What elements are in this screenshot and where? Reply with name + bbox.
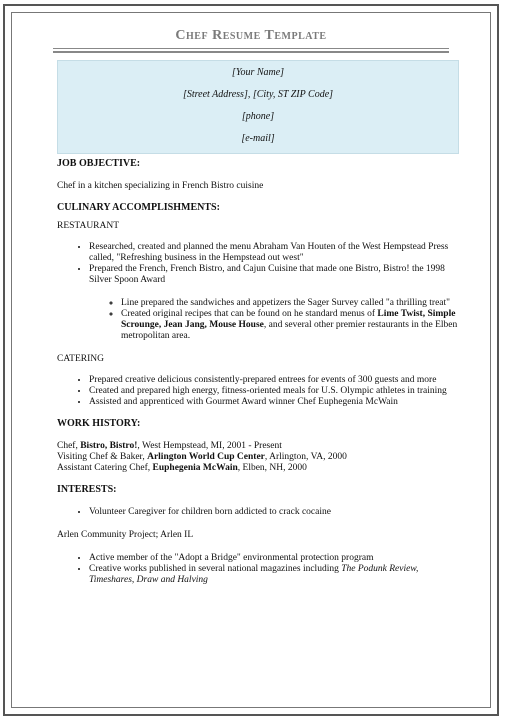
italic-segment: The Podunk Review, Timeshares, Draw and Halving — [89, 564, 419, 585]
list-item — [89, 564, 463, 586]
bold-segment: Arlington World Cup Center — [147, 452, 265, 462]
email-field[interactable]: [e-mail] — [241, 133, 275, 144]
text-segment: Visiting Chef & Baker, — [57, 452, 148, 462]
restaurant-list — [57, 242, 463, 286]
list-item: • Volunteer Caregiver for children born addicted to crack cocaine — [89, 507, 463, 518]
list-item — [121, 309, 463, 342]
objective-heading: JOB OBJECTIVE: — [57, 158, 141, 169]
phone-field[interactable]: [phone] — [241, 111, 275, 122]
community-text: Arlen Community Project; Arlen IL — [57, 530, 194, 540]
list-item: ◦ Line prepared the sandwiches and appetizers the Sager Survey called "a thrilling treat" — [121, 298, 463, 309]
title-divider — [53, 48, 449, 49]
list-item: • Prepared creative delicious consistently-prepared entrees for events of 300 guests and more — [89, 375, 463, 386]
work-history-line — [57, 452, 463, 463]
accomplishments-heading: CULINARY ACCOMPLISHMENTS: — [57, 202, 220, 213]
text-segment: , West Hempstead, MI, 2001 - Present — [137, 441, 282, 451]
list-item: • Assisted and apprenticed with Gourmet Award winner Chef Euphegenia McWain — [89, 397, 463, 408]
name-field[interactable]: [Your Name] — [231, 67, 285, 78]
catering-list — [57, 375, 463, 408]
bold-segment: Lime Twist, Simple Scrounge, Jean Jang, Mouse House — [121, 309, 456, 330]
text-segment: , Arlington, VA, 2000 — [264, 452, 347, 462]
list-item: • Created and prepared high energy, fitness-oriented meals for U.S. Olympic athletes in training — [89, 386, 463, 397]
text-segment: , and several other premier restaurants in the Elben metropolitan area. — [121, 320, 458, 341]
restaurant-sublist — [57, 298, 463, 342]
text-segment: Creative works published in several national magazines including — [89, 564, 342, 574]
resume-title: Chef Resume Template — [175, 28, 327, 43]
catering-label: CATERING — [57, 354, 104, 364]
text-segment: , Elben, NH, 2000 — [237, 463, 307, 473]
contact-header — [57, 60, 459, 154]
objective-text: Chef in a kitchen specializing in French Bistro cuisine — [57, 181, 264, 191]
list-item: • Prepared the French, French Bistro, and Cajun Cuisine that made one Bistro, Bistro! the 1998 Silver Spoon Award — [89, 264, 463, 286]
address-field[interactable]: [Street Address], [City, ST ZIP Code] — [182, 89, 334, 100]
bold-segment: Bistro, Bistro! — [80, 441, 138, 451]
text-segment: Chef, — [57, 441, 81, 451]
interests-list-2 — [57, 553, 463, 586]
work-history-line — [57, 441, 463, 452]
list-item: • Researched, created and planned the menu Abraham Van Houten of the West Hempstead Press called, "Refreshing business in the Hempstead out west" — [89, 242, 463, 264]
resume-page — [3, 4, 499, 716]
interests-heading: INTERESTS: — [57, 484, 117, 495]
interests-list — [57, 507, 463, 518]
title-divider-thick — [53, 51, 449, 53]
text-segment: Created original recipes that can be found on he standard menus of — [121, 309, 378, 319]
work-history-line — [57, 463, 463, 474]
text-segment: Assistant Catering Chef, — [57, 463, 153, 473]
list-item: • Active member of the "Adopt a Bridge" environmental protection program — [89, 553, 463, 564]
bold-segment: Euphegenia McWain — [152, 463, 238, 473]
restaurant-label: RESTAURANT — [57, 221, 120, 231]
resume-body — [57, 158, 463, 586]
work-history-heading: WORK HISTORY: — [57, 418, 141, 429]
